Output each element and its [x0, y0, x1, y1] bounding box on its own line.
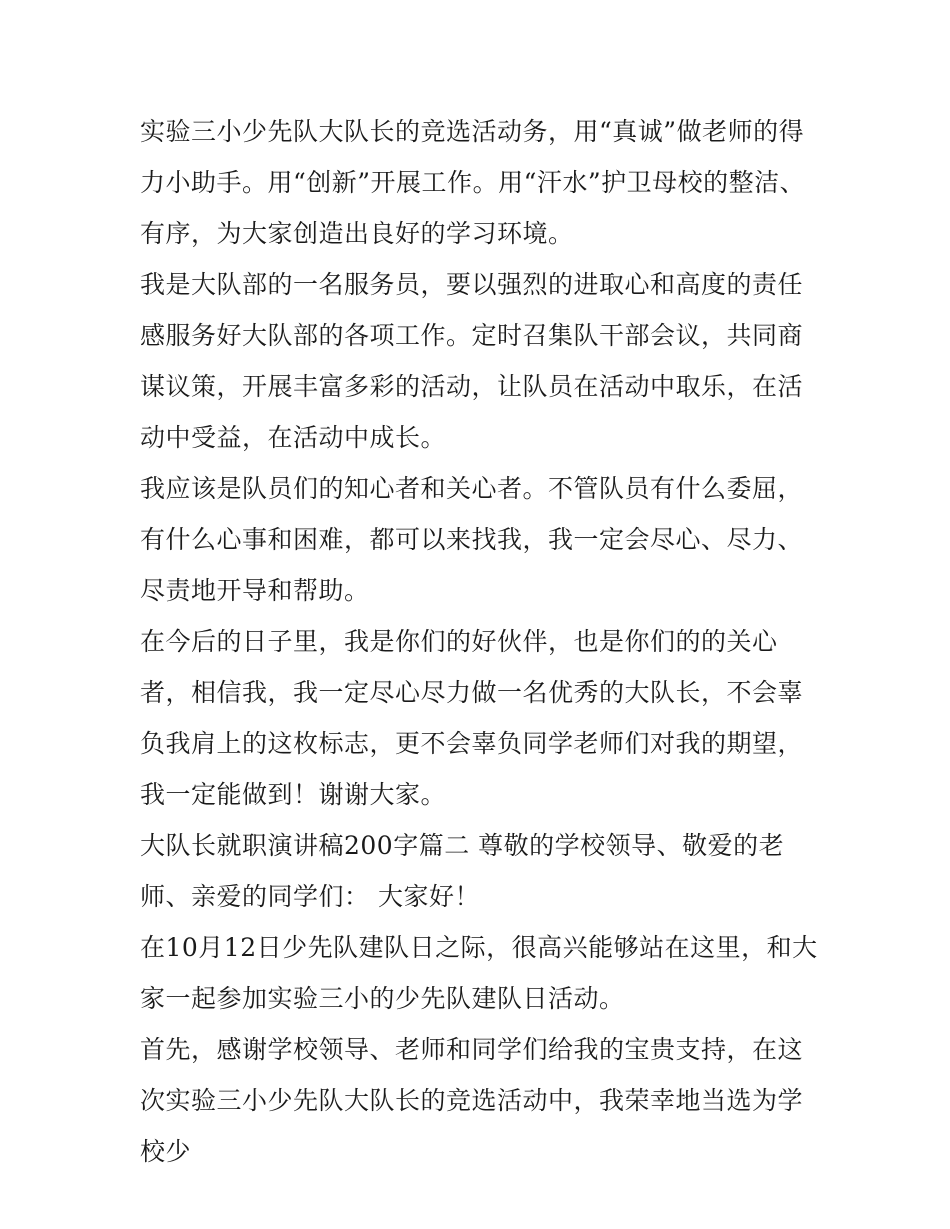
paragraph-2: 我是大队部的一名服务员，要以强烈的进取心和高度的责任感服务好大队部的各项工作。定时召集队干部会议，共同商谋议策，开展丰富多彩的活动，让队员在活动中取乐，在活动中受益，在活动中成长。	[140, 270, 804, 452]
paragraph-6: 在10月12日少先队建队日之际，很高兴能够站在这里，和大家一起参加实验三小的少先队建队日活动。	[140, 933, 818, 1013]
paragraph-1: 实验三小少先队大队长的竞选活动务，用“真诚”做老师的得力小助手。用“创新”开展工作。用“汗水”护卫母校的整洁、有序，为大家创造出良好的学习环境。	[140, 117, 806, 248]
document-body	[140, 106, 820, 1177]
paragraph-5: 大队长就职演讲稿200字篇二 尊敬的学校领导、敬爱的老师、亲爱的同学们： 大家好！	[140, 831, 785, 911]
paragraph-3: 我应该是队员们的知心者和关心者。不管队员有什么委屈，有什么心事和困难，都可以来找我，我一定会尽心、尽力、尽责地开导和帮助。	[140, 474, 804, 605]
paragraph-7: 首先，感谢学校领导、老师和同学们给我的宝贵支持，在这次实验三小少先队大队长的竞选活动中，我荣幸地当选为学校少	[140, 1035, 804, 1166]
paragraph-4: 在今后的日子里，我是你们的好伙伴，也是你们的的关心者，相信我，我一定尽心尽力做一名优秀的大队长，不会辜负我肩上的这枚标志，更不会辜负同学老师们对我的期望，我一定能做到！谢谢大家。	[140, 627, 804, 809]
